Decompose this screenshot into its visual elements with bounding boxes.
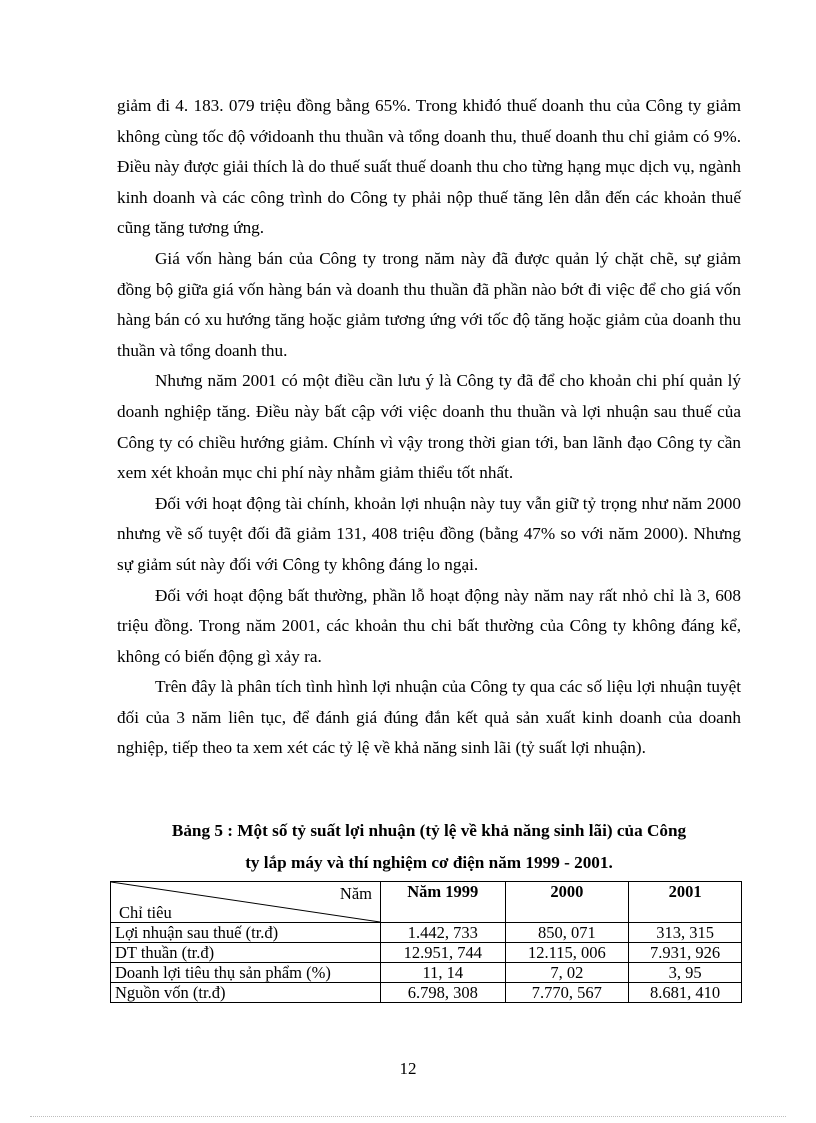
- paragraph-1: giảm đi 4. 183. 079 triệu đồng bằng 65%. Trong khiđó thuế doanh thu của Công ty giảm không cùng tốc độ vớidoanh thu thuần và tổng doanh thu, thuế doanh thu chỉ giảm có 9%. Điều này được giải thích là do thuế suất thuế doanh thu cho từng hạng mục dịch vụ, ngành kinh doanh và các công trình do Công ty phải nộp thuế tăng lên dẫn đến các khoản thuế cũng tăng tương ứng.: [117, 96, 741, 238]
- column-header-2001: 2001: [629, 882, 742, 923]
- table-row: [111, 983, 742, 1003]
- table-cell: 12.951, 744: [381, 943, 506, 963]
- row-label: Lợi nhuận sau thuế (tr.đ): [111, 923, 381, 943]
- table-cell: 7, 02: [505, 963, 629, 983]
- table-header-row: [111, 882, 742, 923]
- table-caption-line-1: Bảng 5 : Một số tỷ suất lợi nhuận (tỷ lệ về khả năng sinh lãi) của Công: [171, 821, 687, 840]
- table-cell: 1.442, 733: [381, 923, 506, 943]
- paragraph-6: Trên đây là phân tích tình hình lợi nhuận của Công ty qua các số liệu lợi nhuận tuyệt đối của 3 năm liên tục, để đánh giá đúng đắn kết quả sản xuất kinh doanh của doanh nghiệp, tiếp theo ta xem xét các tỷ lệ về khả năng sinh lãi (tỷ suất lợi nhuận).: [117, 677, 741, 758]
- corner-label-indicator: Chỉ tiêu: [119, 903, 172, 922]
- footer-divider: [30, 1116, 786, 1117]
- table-caption-line-2: ty lắp máy và thí nghiệm cơ điện năm 1999 - 2001.: [245, 853, 613, 872]
- table-cell: 3, 95: [629, 963, 742, 983]
- corner-label-year: Năm: [339, 884, 372, 903]
- table-row: [111, 943, 742, 963]
- column-header-1999: Năm 1999: [381, 882, 506, 923]
- table-row: [111, 923, 742, 943]
- table-row: [111, 963, 742, 983]
- page-number: 12: [399, 1059, 417, 1078]
- table-cell: 7.931, 926: [629, 943, 742, 963]
- table-cell: 7.770, 567: [505, 983, 629, 1003]
- body-text: [117, 91, 741, 764]
- table-cell: 12.115, 006: [505, 943, 629, 963]
- column-header-2000: 2000: [505, 882, 629, 923]
- row-label: DT thuần (tr.đ): [111, 943, 381, 963]
- paragraph-4: Đối với hoạt động tài chính, khoản lợi nhuận này tuy vẫn giữ tỷ trọng như năm 2000 nhưng về số tuyệt đối đã giảm 131, 408 triệu đồng (bằng 47% so với năm 2000). Nhưng sự giảm sút này đối với Công ty không đáng lo ngại.: [117, 493, 741, 574]
- paragraph-3: Nhưng năm 2001 có một điều cần lưu ý là Công ty đã để cho khoản chi phí quản lý doanh nghiệp tăng. Điều này bất cập với việc doanh thu thuần và lợi nhuận sau thuế của Công ty có chiều hướng giảm. Chính vì vậy trong thời gian tới, ban lãnh đạo Công ty cần xem xét khoản mục chi phí này nhằm giảm thiểu tốt nhất.: [117, 371, 741, 483]
- table-cell: 6.798, 308: [381, 983, 506, 1003]
- row-label: Nguồn vốn (tr.đ): [111, 983, 381, 1003]
- paragraph-2: Giá vốn hàng bán của Công ty trong năm này đã được quản lý chặt chẽ, sự giảm đồng bộ giữa giá vốn hàng bán và doanh thu thuần đã phần nào bớt đi việc để cho giá vốn hàng bán có xu hướng tăng hoặc giảm tương ứng với tốc độ tăng hoặc giảm của doanh thu thuần và tổng doanh thu.: [117, 248, 741, 360]
- table-cell: 313, 315: [629, 923, 742, 943]
- table-cell: 8.681, 410: [629, 983, 742, 1003]
- paragraph-5: Đối với hoạt động bất thường, phần lỗ hoạt động này năm nay rất nhỏ chỉ là 3, 608 triệu đồng. Trong năm 2001, các khoản thu chi bất thường của Công ty không đáng kể, không có biến động gì xảy ra.: [117, 585, 741, 666]
- table-cell: 850, 071: [505, 923, 629, 943]
- table-caption: [117, 815, 741, 879]
- row-label: Doanh lợi tiêu thụ sản phẩm (%): [111, 963, 381, 983]
- profit-ratio-table: [110, 881, 742, 1003]
- table-corner-cell: [111, 882, 381, 923]
- table-cell: 11, 14: [381, 963, 506, 983]
